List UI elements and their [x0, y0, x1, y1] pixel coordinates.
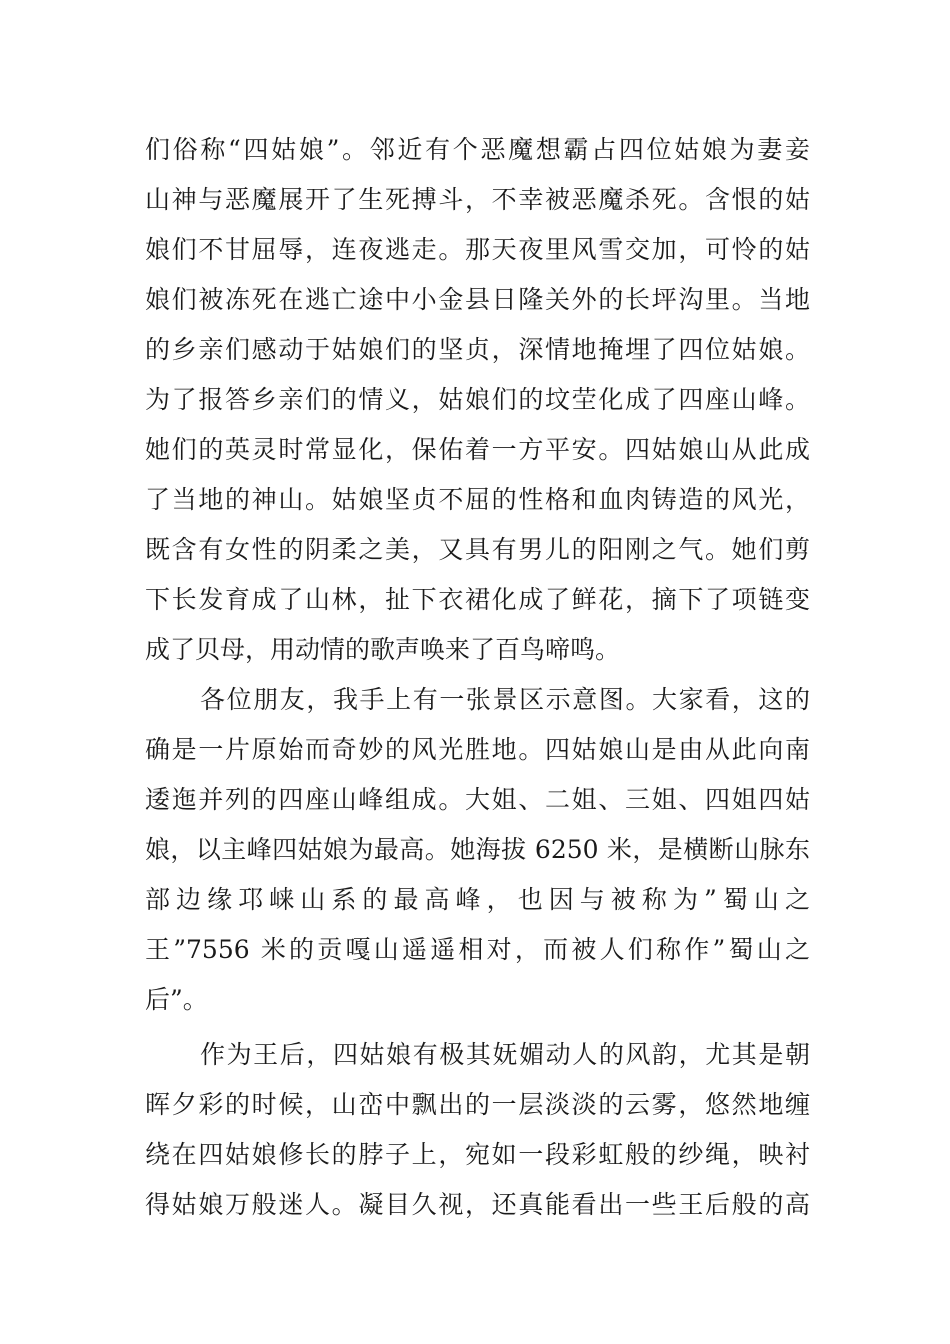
text-line: 逶迤并列的四座山峰组成。大姐、二姐、三姐、四姐四姑 [145, 785, 810, 814]
text-line: 的乡亲们感动于姑娘们的坚贞，深情地掩埋了四位姑娘。 [145, 335, 810, 364]
text-line: 作为王后，四姑娘有极其妩媚动人的风韵，尤其是朝 [200, 1040, 810, 1069]
text-line: 既含有女性的阴柔之美，又具有男儿的阳刚之气。她们剪 [145, 535, 810, 564]
text-line: 了当地的神山。姑娘坚贞不屈的性格和血肉铸造的风光， [145, 485, 810, 514]
paragraph-1 [145, 125, 810, 675]
text-line: 娘们不甘屈辱，连夜逃走。那天夜里风雪交加，可怜的姑 [145, 235, 810, 264]
text-line: 成了贝母，用动情的歌声唤来了百鸟啼鸣。 [145, 635, 621, 664]
paragraph-2 [145, 675, 810, 1025]
text-line: 山神与恶魔展开了生死搏斗，不幸被恶魔杀死。含恨的姑 [145, 185, 810, 214]
text-line: 确是一片原始而奇妙的风光胜地。四姑娘山是由从此向南 [145, 735, 810, 764]
text-line: 下长发育成了山林，扯下衣裙化成了鲜花，摘下了项链变 [145, 585, 810, 614]
text-line: 们俗称“四姑娘”。邻近有个恶魔想霸占四位姑娘为妻妾 [145, 135, 810, 164]
body-text [145, 125, 810, 1230]
text-line: 得姑娘万般迷人。凝目久视，还真能看出一些王后般的高 [145, 1190, 810, 1219]
text-line: 部边缘邛崃山系的最高峰，也因与被称为”蜀山之 [145, 885, 810, 914]
text-line: 绕在四姑娘修长的脖子上，宛如一段彩虹般的纱绳，映衬 [145, 1140, 810, 1169]
text-line: 娘，以主峰四姑娘为最高。她海拔 6250 米，是横断山脉东 [145, 835, 810, 864]
text-line: 为了报答乡亲们的情义，姑娘们的坟茔化成了四座山峰。 [145, 385, 810, 414]
paragraph-3 [145, 1030, 810, 1230]
text-line: 娘们被冻死在逃亡途中小金县日隆关外的长坪沟里。当地 [145, 285, 810, 314]
text-line: 王”7556 米的贡嘎山遥遥相对，而被人们称作”蜀山之 [145, 935, 810, 964]
text-line: 她们的英灵时常显化，保佑着一方平安。四姑娘山从此成 [145, 435, 810, 464]
text-line: 各位朋友，我手上有一张景区示意图。大家看，这的 [200, 685, 810, 714]
text-line: 晖夕彩的时候，山峦中飘出的一层淡淡的云雾，悠然地缠 [145, 1090, 810, 1119]
text-line: 后”。 [145, 985, 208, 1014]
